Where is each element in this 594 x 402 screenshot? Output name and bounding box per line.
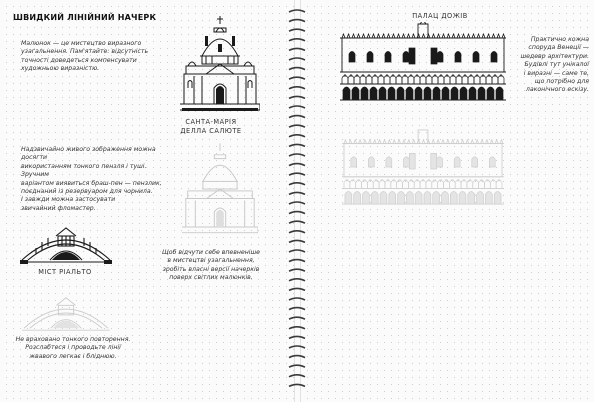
salute-caption: САНТА-МАРІЯ ДЕЛЛА САЛЮТЕ xyxy=(180,118,242,135)
bridge-sketch-icon xyxy=(20,222,112,266)
intro-paragraph: Малюнок — це мистецтво виразного узагальнення. Пам'ятайте: відсутність точності доведеться компенсувати художньою виразністю. xyxy=(21,40,149,73)
palace-sketch-faint-icon xyxy=(340,128,506,208)
palace-sketch-icon xyxy=(340,22,506,104)
basilica-sketch-icon xyxy=(180,14,260,114)
architecture-paragraph: Практично кожна споруда Венеції — шедевр архітектури. Будівлі тут унікалої і виразні — саме те, що потрібно для лаконічного ескізу. xyxy=(520,36,589,94)
pen-paragraph: Надзвичайно живого зображення можна досягти використанням тонкого пензля і туші. Зручним варіантом виявиться браш-пен — пензлик, поєднаний із резервуаром для чорнила. І завжди можна застосувати звичайний фломастер. xyxy=(21,146,162,212)
rialto-caption: МІСТ РІАЛЬТО xyxy=(38,268,92,276)
bridge-sketch-faint-icon xyxy=(20,292,112,334)
doges-caption: ПАЛАЦ ДОЖІВ xyxy=(412,12,468,20)
tracing-paragraph: Щоб відчути себе впевненіше в мистецтві узагальнення, зробіть власні версії начерків поверх світлих малюнків. xyxy=(162,249,260,282)
page-title: ШВИДКИЙ ЛІНІЙНИЙ НАЧЕРК xyxy=(13,13,157,22)
spiral-binding-icon xyxy=(287,4,307,400)
repeat-paragraph: Не враховано тонкого повторення. Розслабтеся і проводьте лінії жвавого легкає і бліднюю. xyxy=(15,336,131,360)
basilica-sketch-faint-icon xyxy=(182,140,258,238)
